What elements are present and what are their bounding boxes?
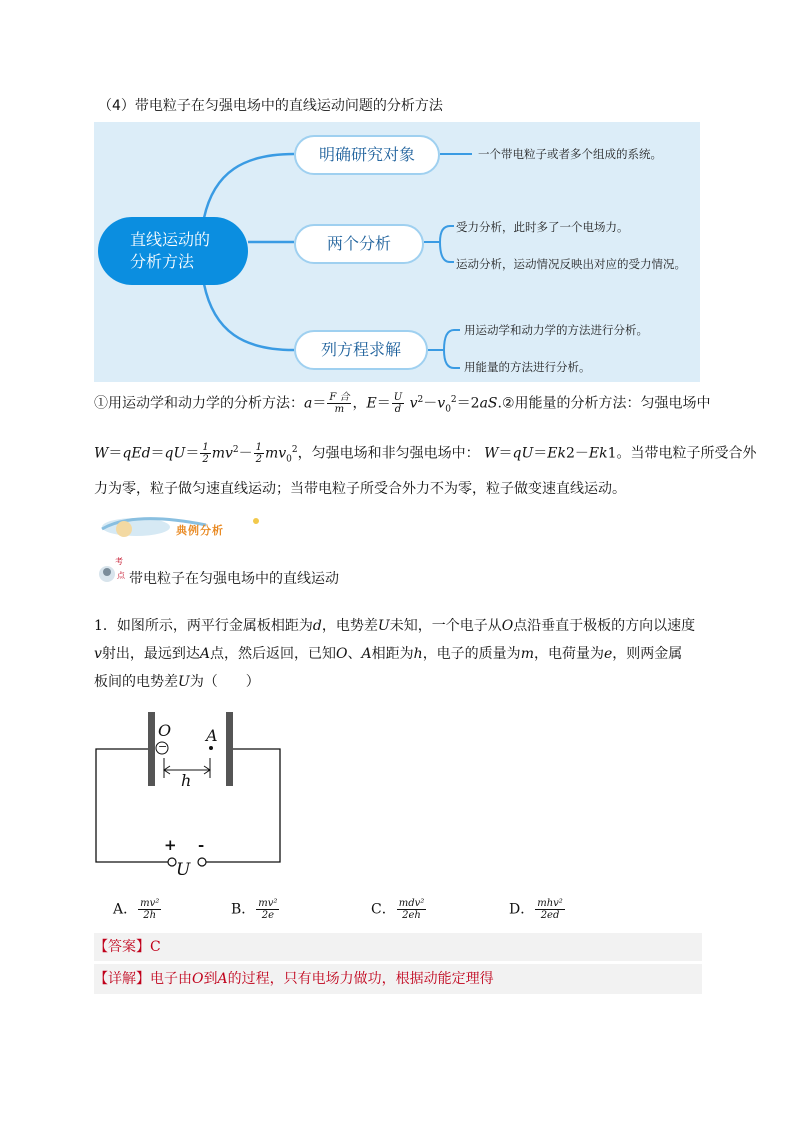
text: 板间的电势差	[94, 674, 178, 690]
capacitor-circuit-diagram	[90, 706, 290, 886]
answer-tag: 【答案】	[94, 939, 150, 955]
text: 点，然后返回，已知	[210, 646, 337, 662]
exam-point-title: 带电粒子在匀强电场中的直线运动	[129, 571, 339, 587]
left-wire	[96, 749, 168, 862]
mindmap-root	[98, 217, 248, 285]
terminal-plus	[168, 858, 176, 866]
option-numerator: mdv²	[398, 898, 425, 909]
option-label: D．	[509, 901, 535, 918]
mindmap-node-equations: 列方程求解	[294, 330, 428, 370]
text: 未知，一个电子从	[389, 618, 502, 634]
detail-row: 【详解】电子由O到A的过程，只有电场力做功，根据动能定理得	[94, 964, 702, 994]
text: 到	[203, 971, 218, 987]
text: ①用运动学和动力学的分析方法：	[94, 395, 304, 412]
label-plus: +	[164, 836, 177, 854]
mindmap-node-two-analyses: 两个分析	[294, 224, 424, 264]
text: 相距为	[371, 646, 414, 662]
text: 、	[347, 646, 362, 662]
methods-line-2: W＝qEd＝qU＝ $\frac{1}{2}$ $mv^2-$ $\frac{1}{2}$ $mv_0^2$，匀强电场和非匀强电场中： W＝qU＝Ek2－Ek1。当带电粒子所受合外	[94, 442, 757, 465]
option-label: A．	[113, 901, 138, 918]
text: ，匀强电场和非匀强电场中：	[297, 445, 480, 462]
mindmap	[94, 122, 700, 382]
mindmap-node-research-object: 明确研究对象	[294, 135, 440, 175]
option-numerator: mhv²	[537, 898, 563, 909]
option-numerator: mv²	[258, 898, 278, 909]
methods-line-1: ①用运动学和动力学的分析方法：a＝ $\frac{\text{F 合}}{m}$ ，E＝ $\frac{U}{d}$ $v^2-v_0^2=2aS.②$用能量的分析方法：匀强电场中	[94, 392, 711, 415]
option-b[interactable]	[231, 898, 280, 921]
option-label: B．	[231, 901, 256, 918]
question-text: 1．如图所示，两平行金属板相距为d，电势差U未知，一个电子从O点沿垂直于极板的方向以速度 v射出，最远到达A点，然后返回，已知O、A相距为h，电子的质量为m，电荷量为e，则两金属 板间的电势差U为（ ）	[94, 618, 696, 690]
mindmap-leaf: 运动分析，运动情况反映出对应的受力情况。	[456, 257, 686, 271]
left-plate	[148, 712, 155, 786]
option-denominator: 2e	[261, 910, 274, 921]
option-denominator: 2h	[143, 910, 157, 921]
right-plate	[226, 712, 233, 786]
label-o: O	[158, 721, 172, 740]
electron-sign: −	[158, 740, 168, 753]
icon-char: 考	[115, 557, 123, 566]
text: 1．如图所示，两平行金属板相距为	[94, 618, 313, 634]
section-title: （4）带电粒子在匀强电场中的直线运动问题的分析方法	[98, 98, 443, 114]
label-a: A	[206, 726, 218, 745]
label-u: U	[176, 860, 191, 880]
exam-point-icon	[95, 556, 129, 588]
example-banner	[96, 507, 266, 547]
answer-value: C	[150, 939, 161, 955]
text: 点沿垂直于极板的方向以速度	[513, 618, 696, 634]
mindmap-root-line2: 分析方法	[130, 252, 195, 271]
mindmap-leaf: 用能量的方法进行分析。	[464, 360, 591, 374]
text: ②用能量的分析方法：匀强电场中	[501, 395, 711, 412]
detail-tag: 【详解】	[94, 971, 150, 987]
option-d[interactable]	[509, 898, 566, 921]
option-denominator: 2ed	[540, 910, 560, 921]
label-minus: -	[198, 836, 205, 854]
mindmap-leaf: 一个带电粒子或者多个组成的系统。	[478, 147, 662, 161]
text: 的过程，只有电场力做功，根据动能定理得	[227, 971, 494, 987]
mindmap-leaf: 受力分析，此时多了一个电场力。	[456, 220, 629, 234]
mindmap-root-line1: 直线运动的	[130, 230, 211, 249]
text: ，电荷量为	[533, 646, 604, 662]
mindmap-leaf: 用运动学和动力学的方法进行分析。	[464, 323, 648, 337]
text: 为（ ）	[189, 674, 260, 690]
option-label: C．	[371, 901, 396, 918]
option-a[interactable]	[113, 898, 162, 921]
text: ，则两金属	[612, 646, 683, 662]
answer-row	[94, 933, 702, 961]
text: 电子由	[150, 971, 192, 987]
option-c[interactable]	[371, 898, 427, 921]
text: ，电子的质量为	[422, 646, 521, 662]
option-numerator: mv²	[140, 898, 160, 909]
text: 射出，最远到达	[101, 646, 200, 662]
icon-char: 点	[117, 571, 125, 580]
text: 。当带电粒子所受合外	[616, 445, 757, 462]
methods-line-3: 力为零，粒子做匀速直线运动；当带电粒子所受合外力不为零，粒子做变速直线运动。	[94, 481, 626, 497]
text: ，电势差	[321, 618, 378, 634]
point-a-dot	[209, 746, 213, 750]
option-denominator: 2eh	[402, 910, 421, 921]
right-wire	[206, 749, 280, 862]
banner-text: 典例分析	[176, 524, 224, 537]
label-h: h	[181, 771, 192, 790]
terminal-minus	[198, 858, 206, 866]
